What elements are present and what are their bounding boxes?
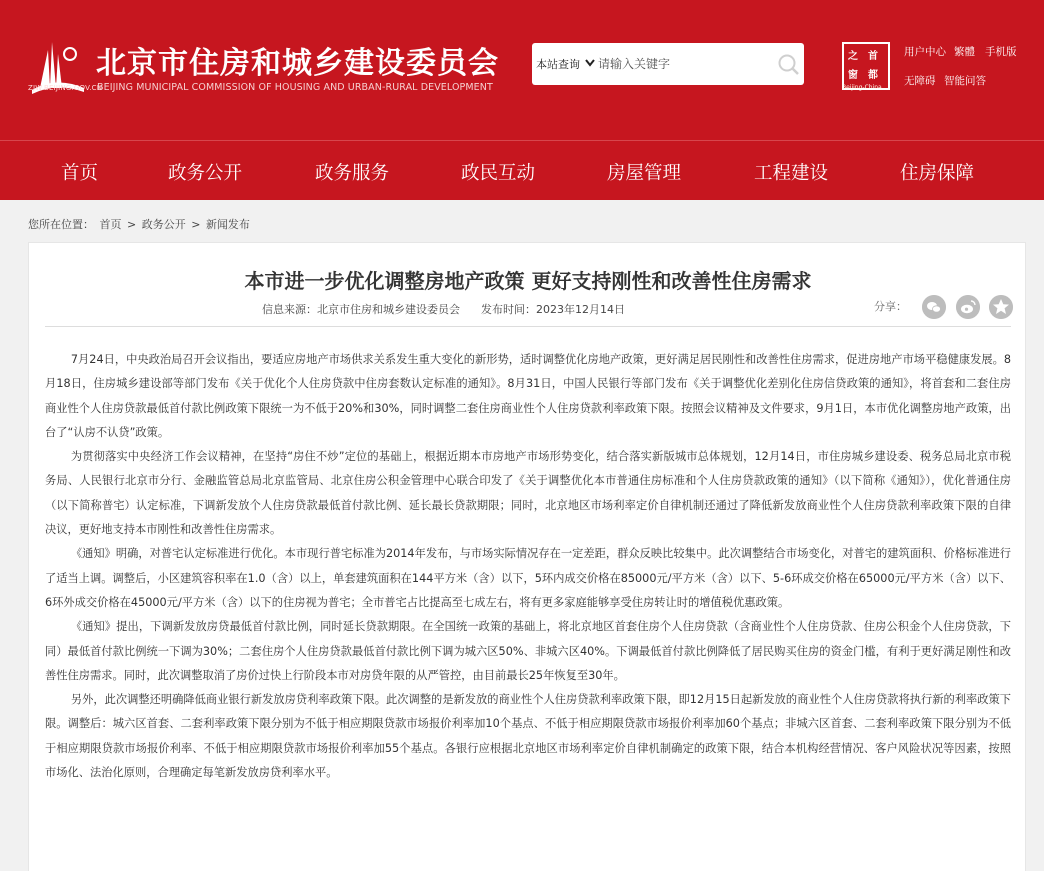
weibo-share-icon[interactable] xyxy=(956,295,980,319)
chevron-down-icon[interactable] xyxy=(585,57,595,69)
smart-qa-link[interactable]: 智能问答 xyxy=(944,75,986,87)
article-paragraph: 《通知》明确，对普宅认定标准进行优化。本市现行普宅标准为2014年发布，与市场实际情况存在一定差距，群众反映比较集中。此次调整结合市场变化，对普宅的建筑面积、价格标准进行了适当上调。调整后，小区建筑容积率在1.0（含）以上，单套建筑面积在144平方米（含）以下，5环内成交价格在85000元/平方米（含）以下、5-6环成交价格在65000元/平方米（含）以下、6环外成交价格在45000元/平方米（含）以下的住房视为普宅；全市普宅占比提高至七成左右，将有更多家庭能够享受住房转让时的增值税优惠政策。 xyxy=(45,547,1011,609)
title-divider xyxy=(45,326,1011,327)
accessibility-link[interactable]: 无障碍 xyxy=(904,75,936,87)
article-paragraph: 为贯彻落实中央经济工作会议精神，在坚持“房住不炒”定位的基础上，根据近期本市房地产市场形势变化，结合落实新版城市总体规划，12月14日，市住房城乡建设委、税务总局北京市税务局、人民银行北京市分行、金融监管总局北京监管局、北京住房公积金管理中心联合印发了《关于调整优化本市普通住房标准和个人住房贷款政策的通知》（以下简称《通知》），优化普通住房（以下简称普宅）认定标准，下调新发放个人住房贷款最低首付款比例、延长最长贷款期限；同时，北京地区市场利率定价自律机制还通过了降低新发放商业性个人住房贷款利率政策下限的自律决议，更好地支持本市刚性和改善性住房需求。 xyxy=(45,450,1011,537)
article-body xyxy=(45,348,1011,785)
site-subtitle: BEIJING MUNICIPAL COMMISSION OF HOUSING AND URBAN-RURAL DEVELOPMENT xyxy=(97,82,493,93)
breadcrumb-separator: > xyxy=(191,218,201,231)
article-panel xyxy=(28,242,1026,871)
main-nav xyxy=(0,140,1044,200)
nav-item-public-interaction[interactable]: 政民互动 xyxy=(461,163,536,184)
breadcrumb-prefix: 您所在位置： xyxy=(28,218,94,231)
breadcrumb-item-news[interactable]: 新闻发布 xyxy=(205,218,250,231)
nav-item-housing-management[interactable]: 房屋管理 xyxy=(607,163,682,184)
search-box xyxy=(532,43,804,85)
search-icon[interactable] xyxy=(776,52,802,78)
article-paragraph: 7月24日，中央政治局召开会议指出，要适应房地产市场供求关系发生重大变化的新形势，适时调整优化房地产政策，更好满足居民刚性和改善性住房需求，促进房地产市场平稳健康发展。8月18日，住房城乡建设部等部门发布《关于优化个人住房贷款中住房套数认定标准的通知》。8月31日，中国人民银行等部门发布《关于调整优化差别化住房信贷政策的通知》，将首套和二套住房商业性个人住房贷款最低首付款比例政策下限统一为不低于20%和30%，同时调整二套住房商业性个人住房贷款利率政策下限。按照会议精神及文件要求，9月1日，本市优化调整房地产政策，出台了“认房不认贷”政策。 xyxy=(45,353,1011,439)
share-label: 分享： xyxy=(874,300,907,313)
search-input[interactable] xyxy=(598,54,768,74)
wechat-share-icon[interactable] xyxy=(922,295,946,319)
article-paragraph: 另外，此次调整还明确降低商业银行新发放房贷利率政策下限。此次调整的是新发放的商业性个人住房贷款利率政策下限，即12月15日起新发放的商业性个人住房贷款将执行新的利率政策下限。调整后：城六区首套、二套利率政策下限分别为不低于相应期限贷款市场报价利率加10个基点、不低于相应期限贷款市场报价利率加60个基点；非城六区首套、二套利率政策下限分别为不低于相应期限贷款市场报价利率、不低于相应期限贷款市场报价利率加55个基点。各银行应根据北京地区市场利率定价自律机制确定的政策下限，结合本机构经营情况、客户风险状况等因素，按照市场化、法治化原则，合理确定每笔新发放房贷利率水平。 xyxy=(45,693,1011,780)
mobile-version-link[interactable]: 手机版 xyxy=(985,46,1017,58)
nav-item-housing-security[interactable]: 住房保障 xyxy=(900,163,975,184)
nav-item-home[interactable]: 首页 xyxy=(61,163,99,184)
traditional-chinese-link[interactable]: 繁體 xyxy=(954,46,975,58)
article-title: 本市进一步优化调整房地产政策 更好支持刚性和改善性住房需求 xyxy=(244,269,812,293)
seal-glyph: 都 xyxy=(868,70,878,81)
site-header xyxy=(0,0,1044,140)
article-date: 2023年12月14日 xyxy=(536,303,625,316)
date-label: 发布时间： xyxy=(481,303,536,316)
search-scope-select[interactable]: 本站查询 xyxy=(536,58,580,71)
breadcrumb-item-government-affairs[interactable]: 政务公开 xyxy=(141,218,186,231)
seal-glyph: 之 xyxy=(848,51,858,62)
source-label: 信息来源： xyxy=(262,303,317,316)
seal-glyph: 首 xyxy=(868,51,878,62)
qzone-share-icon[interactable] xyxy=(989,295,1013,319)
article-source: 北京市住房和城乡建设委员会 xyxy=(317,303,460,316)
site-title[interactable]: 北京市住房和城乡建设委员会 xyxy=(96,46,499,81)
seal-glyph: 窗 xyxy=(848,70,858,81)
nav-item-construction[interactable]: 工程建设 xyxy=(754,163,829,184)
site-domain: ZJW.BEIJING.GOV.CN xyxy=(28,84,103,92)
breadcrumb-separator: > xyxy=(127,218,137,231)
user-center-link[interactable]: 用户中心 xyxy=(904,46,946,58)
breadcrumb-item-home[interactable]: 首页 xyxy=(99,218,122,231)
nav-item-government-services[interactable]: 政务服务 xyxy=(315,163,390,184)
breadcrumb xyxy=(28,216,252,232)
article-paragraph: 《通知》提出，下调新发放房贷最低首付款比例，同时延长贷款期限。在全国统一政策的基础上，将北京地区首套住房个人住房贷款（含商业性个人住房贷款、住房公积金个人住房贷款，下同）最低首付款比例统一下调为30%；二套住房个人住房贷款最低首付款比例下调为城六区50%、非城六区40%。下调最低首付款比例降低了居民购买住房的资金门槛，有利于更好满足刚性和改善性住房需求。同时，此次调整取消了房价过快上行阶段本市对房贷年限的从严管控，由目前最长25年恢复至30年。 xyxy=(45,620,1011,682)
nav-item-government-affairs[interactable]: 政务公开 xyxy=(168,163,243,184)
article-meta xyxy=(262,301,625,317)
seal-caption: Beijing-China xyxy=(842,84,882,91)
capital-window-seal[interactable] xyxy=(842,42,890,90)
